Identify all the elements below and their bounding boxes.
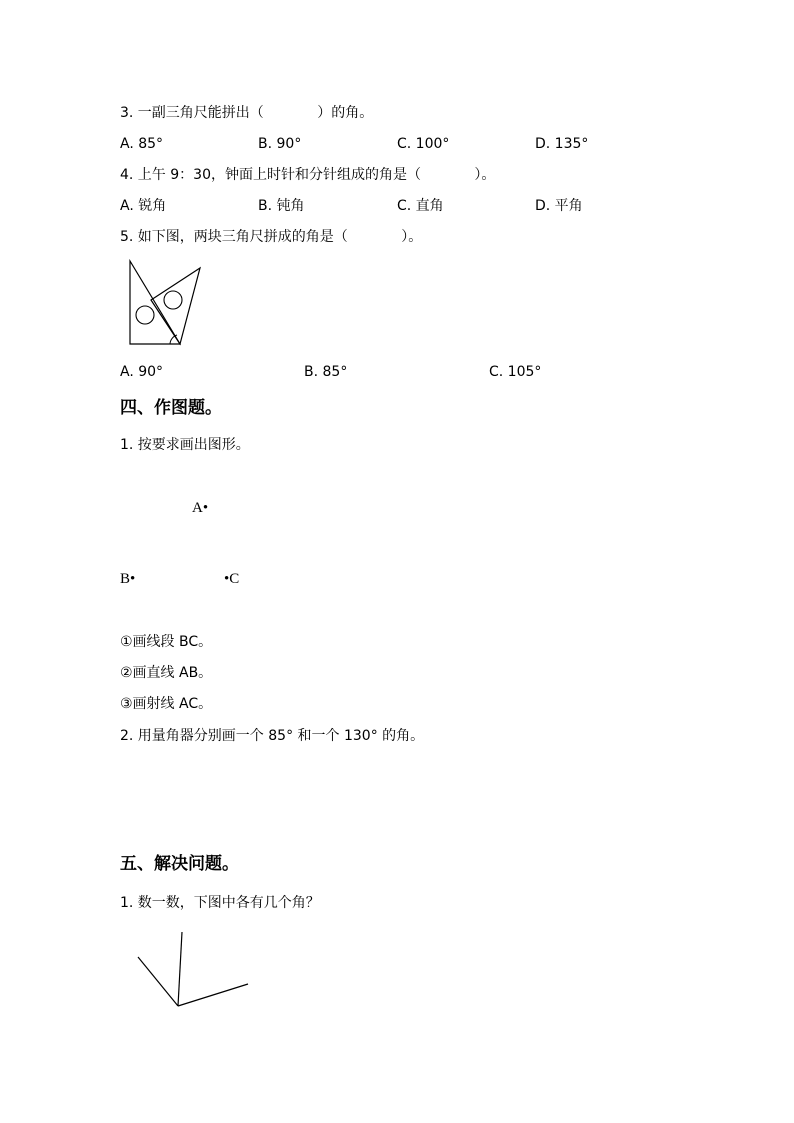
q3-option-b: B. 90° — [258, 136, 302, 152]
q3-option-a: A. 85° — [120, 136, 164, 152]
q3-option-d: D. 135° — [535, 136, 589, 152]
section4-title: 四、作图题。 — [120, 398, 222, 418]
q3-stem: 3. 一副三角尺能拼出（ ）的角。 — [120, 105, 374, 121]
q4-option-b: B. 钝角 — [258, 198, 305, 214]
triangle-rulers-figure — [125, 258, 210, 350]
angle-count-figure — [132, 928, 254, 1012]
step-3: ③画射线 AC。 — [120, 696, 213, 712]
point-c: •C — [224, 571, 240, 587]
section4-q1: 1. 按要求画出图形。 — [120, 437, 250, 453]
q5-option-b: B. 85° — [304, 364, 348, 380]
q4-option-d: D. 平角 — [535, 198, 583, 214]
point-b: B• — [120, 571, 136, 587]
section4-q2: 2. 用量角器分别画一个 85° 和一个 130° 的角。 — [120, 728, 425, 744]
q5-stem: 5. 如下图，两块三角尺拼成的角是（ ）。 — [120, 229, 423, 245]
q4-option-a: A. 锐角 — [120, 198, 167, 214]
section5-q1: 1. 数一数，下图中各有几个角？ — [120, 895, 320, 911]
q4-option-c: C. 直角 — [397, 198, 444, 214]
step-1: ①画线段 BC。 — [120, 634, 213, 650]
step-2: ②画直线 AB。 — [120, 665, 213, 681]
q4-stem: 4. 上午 9：30，钟面上时针和分针组成的角是（ ）。 — [120, 167, 496, 183]
point-a: A• — [192, 500, 209, 516]
section5-title: 五、解决问题。 — [120, 854, 239, 874]
q5-option-a: A. 90° — [120, 364, 164, 380]
q3-option-c: C. 100° — [397, 136, 450, 152]
q5-option-c: C. 105° — [489, 364, 542, 380]
